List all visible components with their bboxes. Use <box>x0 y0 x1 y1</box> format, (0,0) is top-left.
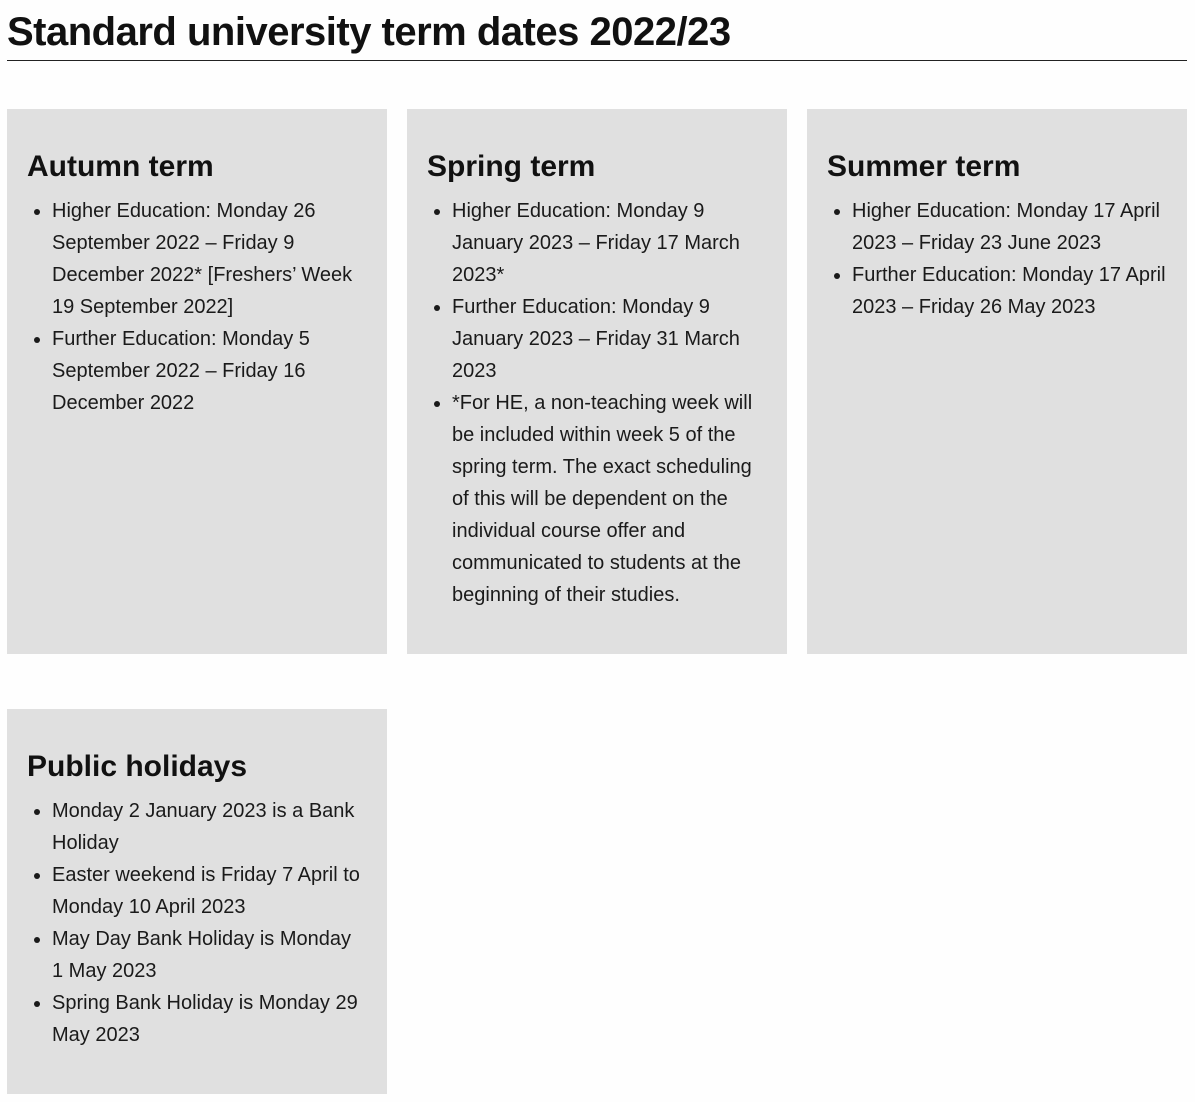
list-item: • Monday 2 January 2023 is a Bank Holiday <box>52 795 367 859</box>
term-date-list <box>427 195 767 611</box>
list-item: • *For HE, a non-teaching week will be included within week 5 of the spring term. The exact scheduling of this will be dependent on the individual course offer and communicated to students at the beginning of their studies. <box>452 387 767 611</box>
page-title: Standard university term dates 2022/23 <box>7 10 731 54</box>
card-heading: Spring term <box>427 150 596 183</box>
card-heading: Summer term <box>827 150 1021 183</box>
title-divider <box>7 60 1187 61</box>
term-date-list <box>827 195 1167 323</box>
list-item: • Further Education: Monday 9 January 2023 – Friday 31 March 2023 <box>452 291 767 387</box>
list-item: • Higher Education: Monday 26 September 2022 – Friday 9 December 2022* [Freshers’ Week 19 September 2022] <box>52 195 367 323</box>
term-date-list <box>27 195 367 419</box>
card-heading: Autumn term <box>27 150 214 183</box>
list-item: • Easter weekend is Friday 7 April to Monday 10 April 2023 <box>52 859 367 923</box>
list-item: • Spring Bank Holiday is Monday 29 May 2023 <box>52 987 367 1051</box>
autumn-term-card <box>7 109 387 654</box>
public-holidays-card <box>7 709 387 1094</box>
list-item: • Higher Education: Monday 9 January 2023 – Friday 17 March 2023* <box>452 195 767 291</box>
list-item: • May Day Bank Holiday is Monday 1 May 2023 <box>52 923 367 987</box>
list-item: • Higher Education: Monday 17 April 2023 – Friday 23 June 2023 <box>852 195 1167 259</box>
list-item: • Further Education: Monday 5 September 2022 – Friday 16 December 2022 <box>52 323 367 419</box>
summer-term-card <box>807 109 1187 654</box>
holiday-list <box>27 795 367 1051</box>
list-item: • Further Education: Monday 17 April 2023 – Friday 26 May 2023 <box>852 259 1167 323</box>
spring-term-card <box>407 109 787 654</box>
card-heading: Public holidays <box>27 750 248 783</box>
